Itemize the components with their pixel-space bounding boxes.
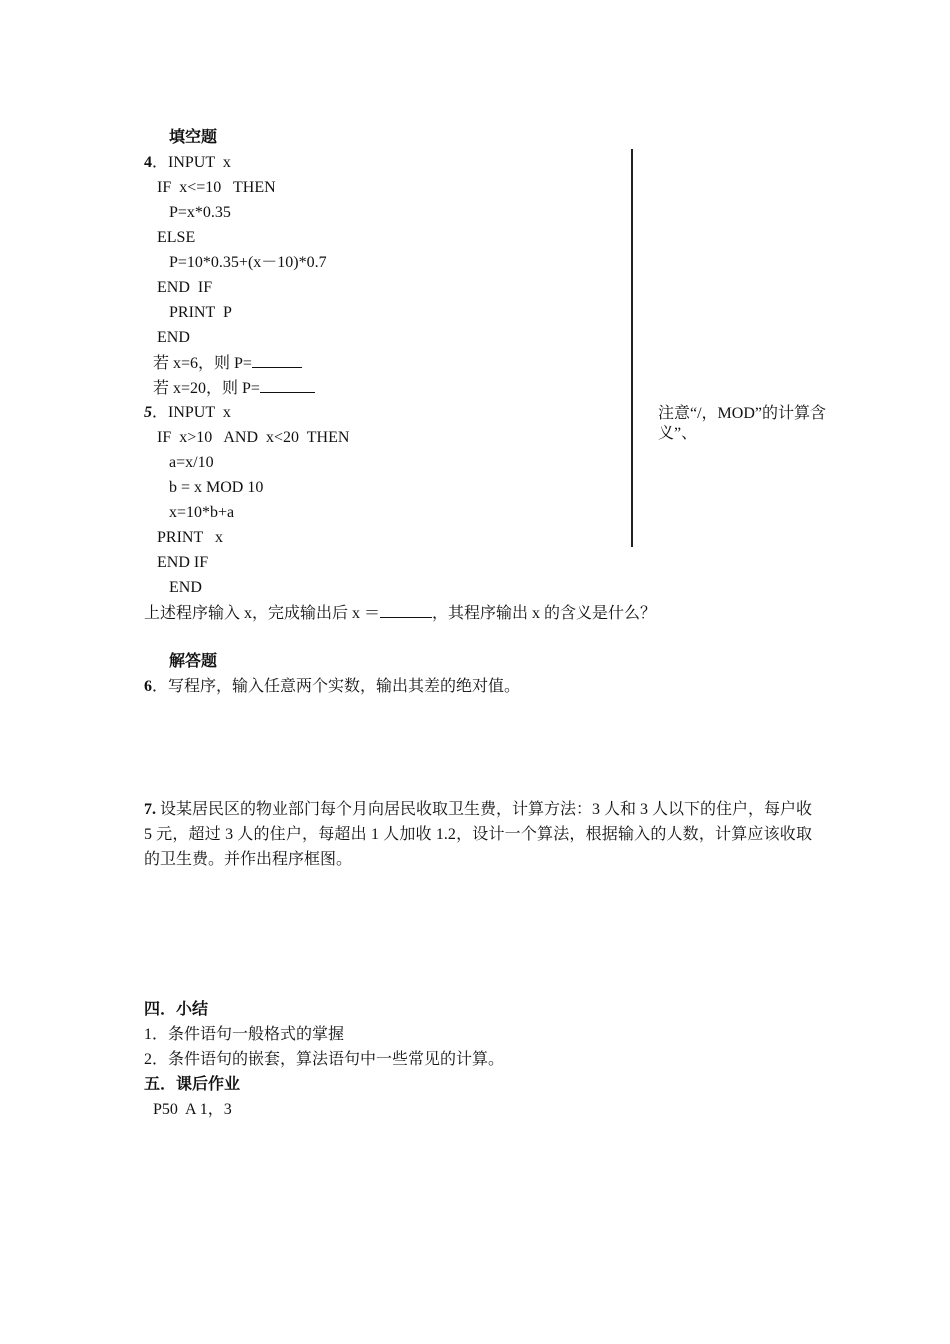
homework-text: P50 A 1，3: [153, 1101, 232, 1118]
q5-code-b: b = x MOD 10: [169, 479, 264, 496]
q5-code-input: INPUT x: [168, 404, 231, 421]
margin-divider: [631, 149, 633, 547]
q5-code-a: a=x/10: [169, 454, 214, 471]
q4-ask-2: [153, 378, 315, 399]
q4-answer-blank-2[interactable]: [260, 378, 315, 393]
q4-ask-1: [153, 353, 302, 374]
q5-code-if: IF x>10 AND x<20 THEN: [157, 429, 350, 446]
q5-question-a: 上述程序输入 x，完成输出后 x ＝: [144, 605, 381, 622]
summary-item-1: 1．条件语句一般格式的掌握: [144, 1026, 345, 1043]
q4-line-1: 4．INPUT x: [144, 154, 231, 171]
q5-line-1: 5．INPUT x: [144, 404, 231, 421]
q4-code-p-else: P=10*0.35+(x－10)*0.7: [169, 254, 327, 271]
q6-number: 6: [144, 678, 152, 695]
q4-code-print: PRINT P: [169, 304, 232, 321]
q5-code-endif: END IF: [157, 554, 209, 571]
q5-question-b: ，其程序输出 x 的含义是什么？: [432, 605, 657, 622]
q4-ask-2-text: 若 x=20，则 P=: [153, 380, 260, 397]
q5-number: 5: [144, 404, 152, 421]
q7-number: 7: [144, 801, 152, 818]
homework-heading: 五．课后作业: [144, 1076, 241, 1093]
q5-question: [144, 603, 656, 624]
q4-code-else: ELSE: [157, 229, 196, 246]
summary-heading: 四．小结: [144, 1001, 209, 1018]
summary-item-2: 2．条件语句的嵌套，算法语句中一些常见的计算。: [144, 1051, 505, 1068]
q6-text: 写程序，输入任意两个实数，输出其差的绝对值。: [168, 678, 521, 695]
q4-code-input: INPUT x: [168, 154, 231, 171]
q5-code-x: x=10*b+a: [169, 504, 235, 521]
q4-code-if: IF x<=10 THEN: [157, 179, 276, 196]
q4-code-endif: END IF: [157, 279, 213, 296]
q4-code-end: END: [157, 329, 190, 346]
q4-number: 4: [144, 154, 152, 171]
q6: 6．写程序，输入任意两个实数，输出其差的绝对值。: [144, 678, 521, 695]
q7: 7. 设某居民区的物业部门每个月向居民收取卫生费，计算方法：3 人和 3 人以下的住户，每户收 5 元，超过 3 人的住户，每超出 1 人加收 1.2，设计一个算法，根据输入的人数，计算应该收取的卫生费。并作出程序框图。: [144, 801, 813, 868]
side-note: 注意“/，MOD”的计算含义”、: [658, 405, 826, 442]
q4-answer-blank-1[interactable]: [252, 353, 302, 368]
q5-answer-blank[interactable]: [380, 603, 432, 618]
q4-code-p-assign: P=x*0.35: [169, 204, 231, 221]
q4-ask-1-text: 若 x=6，则 P=: [153, 355, 252, 372]
q5-code-print: PRINT x: [157, 529, 223, 546]
answer-section-heading: 解答题: [169, 653, 218, 670]
fill-section-heading: 填空题: [169, 129, 218, 146]
q5-code-end: END: [169, 579, 202, 596]
q7-text: 设某居民区的物业部门每个月向居民收取卫生费，计算方法：3 人和 3 人以下的住户，每户收 5 元，超过 3 人的住户，每超出 1 人加收 1.2，设计一个算法，根据输入的人数，计算应该收取的卫生费。并作出程序框图。: [144, 801, 813, 868]
